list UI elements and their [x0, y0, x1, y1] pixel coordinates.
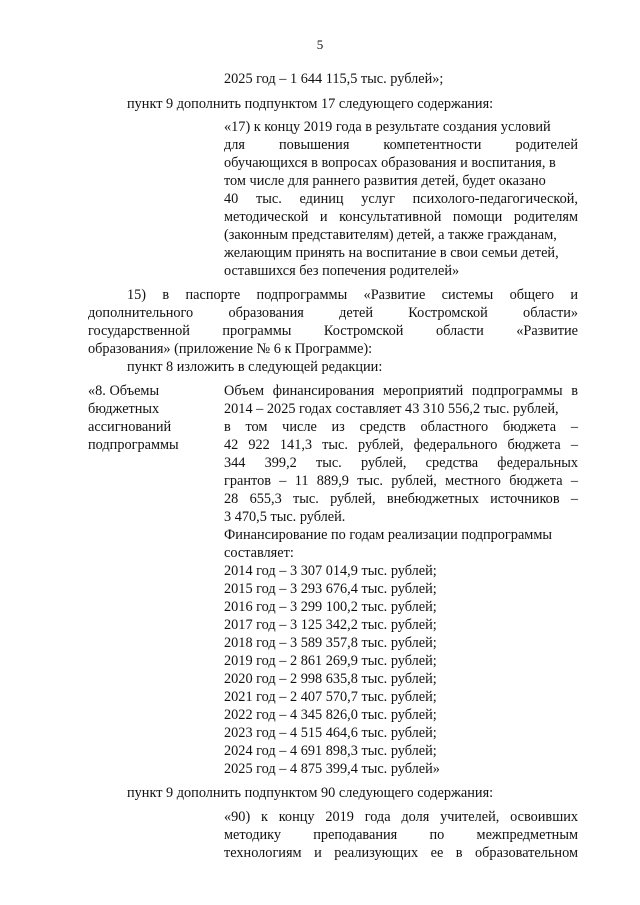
- year-line: 2020 год – 2 998 635,8 тыс. рублей;: [224, 671, 437, 687]
- year-line: 2022 год – 4 345 826,0 тыс. рублей;: [224, 707, 437, 723]
- label-line: бюджетных: [88, 401, 160, 417]
- paragraph-line: технологиям и реализующих ее в образовательном: [224, 845, 578, 861]
- year-line: 2018 год – 3 589 357,8 тыс. рублей;: [224, 635, 437, 651]
- year-line: 2017 год – 3 125 342,2 тыс. рублей;: [224, 617, 437, 633]
- paragraph-line: желающим принять на воспитание в свои семьи детей,: [224, 245, 559, 261]
- instruction-add-subitem-17: пункт 9 дополнить подпунктом 17 следующего содержания:: [127, 96, 494, 112]
- paragraph-line: образования» (приложение № 6 к Программе):: [88, 341, 373, 357]
- year-line: 2021 год – 2 407 570,7 тыс. рублей;: [224, 689, 437, 705]
- content-line: 42 922 141,3 тыс. рублей, федерального бюджета –: [224, 437, 578, 453]
- paragraph-line: дополнительного образования детей Костромской области»: [88, 305, 578, 321]
- label-line: ассигнований: [88, 419, 172, 435]
- paragraph-line: методику преподавания по межпредметным: [224, 827, 578, 843]
- paragraph-line: для повышения компетентности родителей: [224, 137, 578, 153]
- content-line: грантов – 11 889,9 тыс. рублей, местного бюджета –: [224, 473, 578, 489]
- paragraph-line: оставшихся без попечения родителей»: [224, 263, 460, 279]
- label-line: подпрограммы: [88, 437, 179, 453]
- year-line: 2019 год – 2 861 269,9 тыс. рублей;: [224, 653, 437, 669]
- year-line: 2023 год – 4 515 464,6 тыс. рублей;: [224, 725, 437, 741]
- paragraph-line: методической и консультативной помощи родителям: [224, 209, 578, 225]
- page-number: 5: [316, 37, 324, 52]
- content-line: 2014 – 2025 годах составляет 43 310 556,2 тыс. рублей,: [224, 401, 559, 417]
- instruction-replace-item-8: пункт 8 изложить в следующей редакции:: [127, 359, 383, 375]
- content-line: Объем финансирования мероприятий подпрограммы в: [224, 383, 578, 399]
- paragraph-line: том числе для раннего развития детей, будет оказано: [224, 173, 546, 189]
- year-line: 2014 год – 3 307 014,9 тыс. рублей;: [224, 563, 437, 579]
- content-line: 28 655,3 тыс. рублей, внебюджетных источников –: [224, 491, 578, 507]
- paragraph-line: государственной программы Костромской области «Развитие: [88, 323, 578, 339]
- content-line: Финансирование по годам реализации подпрограммы: [224, 527, 552, 543]
- label-line: «8. Объемы: [88, 383, 160, 399]
- content-line: 3 470,5 тыс. рублей.: [224, 509, 346, 525]
- paragraph-line: (законным представителям) детей, а также гражданам,: [224, 227, 557, 243]
- paragraph-line: обучающихся в вопросах образования и воспитания, в: [224, 155, 556, 171]
- content-line: составляет:: [224, 545, 294, 561]
- paragraph-line: 40 тыс. единиц услуг психолого-педагогической,: [224, 191, 578, 207]
- paragraph-line: «17) к концу 2019 года в результате создания условий: [224, 119, 551, 135]
- year-line: 2025 год – 4 875 399,4 тыс. рублей»: [224, 761, 440, 777]
- content-line: 344 399,2 тыс. рублей, средства федеральных: [224, 455, 578, 471]
- year-line: 2016 год – 3 299 100,2 тыс. рублей;: [224, 599, 437, 615]
- year-line: 2015 год – 3 293 676,4 тыс. рублей;: [224, 581, 437, 597]
- paragraph-line: 15) в паспорте подпрограммы «Развитие системы общего и: [127, 287, 578, 303]
- paragraph-line: «90) к концу 2019 года доля учителей, освоивших: [224, 809, 578, 825]
- year-line: 2024 год – 4 691 898,3 тыс. рублей;: [224, 743, 437, 759]
- top-line: 2025 год – 1 644 115,5 тыс. рублей»;: [224, 71, 444, 87]
- content-line: в том числе из средств областного бюджета –: [224, 419, 578, 435]
- instruction-add-subitem-90: пункт 9 дополнить подпунктом 90 следующего содержания:: [127, 785, 494, 801]
